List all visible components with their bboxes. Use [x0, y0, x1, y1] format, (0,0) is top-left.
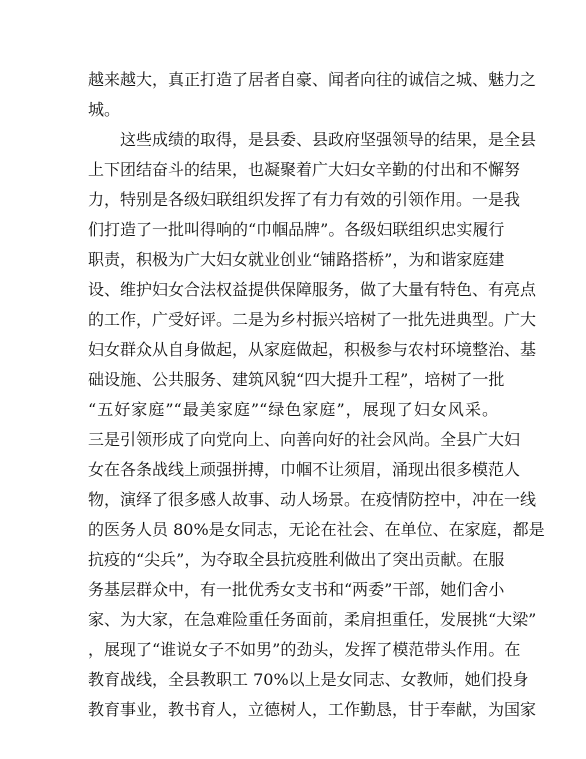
text-line: 城。 — [88, 100, 121, 119]
text-line: 教育战线，全县教职工 70%以上是女同志、女教师，她们投身 — [88, 670, 529, 689]
text-line: ，展现了“谁说女子不如男”的劲头，发挥了模范带头作用。在 — [88, 640, 521, 659]
document-body — [88, 65, 545, 725]
text-line: 的工作，广受好评。二是为乡村振兴培树了一批先进典型。广大 — [88, 310, 537, 329]
text-line: “五好家庭”“最美家庭”“绿色家庭”，展现了妇女风采。 — [88, 400, 498, 419]
text-line: 础设施、公共服务、建筑风貌“四大提升工程”，培树了一批 — [88, 370, 505, 389]
text-line: 三是引领形成了向党向上、向善向好的社会风尚。全县广大妇 — [88, 430, 521, 449]
text-line: 务基层群众中，有一批优秀女支书和“两委”干部，她们舍小 — [88, 580, 505, 599]
text-line: 设、维护妇女合法权益提供保障服务，做了大量有特色、有亮点 — [88, 280, 537, 299]
text-line: 物，演绎了很多感人故事、动人场景。在疫情防控中，冲在一线 — [88, 490, 537, 509]
text-line: 上下团结奋斗的结果，也凝聚着广大妇女辛勤的付出和不懈努 — [88, 160, 521, 179]
text-line: 教育事业，教书育人，立德树人，工作勤恳，甘于奉献，为国家 — [88, 700, 537, 719]
text-line: 妇女群众从自身做起，从家庭做起，积极参与农村环境整治、基 — [88, 340, 537, 359]
text-line: 女在各条战线上顽强拼搏，巾帼不让须眉，涌现出很多模范人 — [88, 460, 521, 479]
text-line: 力，特别是各级妇联组织发挥了有力有效的引领作用。一是我 — [88, 190, 521, 209]
text-line: 抗疫的“尖兵”，为夺取全县抗疫胜利做出了突出贡献。在服 — [88, 550, 505, 569]
text-line: 的医务人员 80%是女同志，无论在社会、在单位、在家庭，都是 — [88, 520, 545, 539]
text-line: 职责，积极为广大妇女就业创业“铺路搭桥”，为和谐家庭建 — [88, 250, 505, 269]
text-line: 们打造了一批叫得响的“巾帼品牌”。各级妇联组织忠实履行 — [88, 220, 505, 239]
text-line: 越来越大，真正打造了居者自豪、闻者向往的诚信之城、魅力之 — [88, 70, 537, 89]
text-line: 家、为大家，在急难险重任务面前，柔肩担重任，发展挑“大梁” — [88, 610, 537, 629]
paragraph-first-line: 这些成绩的取得，是县委、县政府坚强领导的结果，是全县 — [120, 130, 537, 149]
